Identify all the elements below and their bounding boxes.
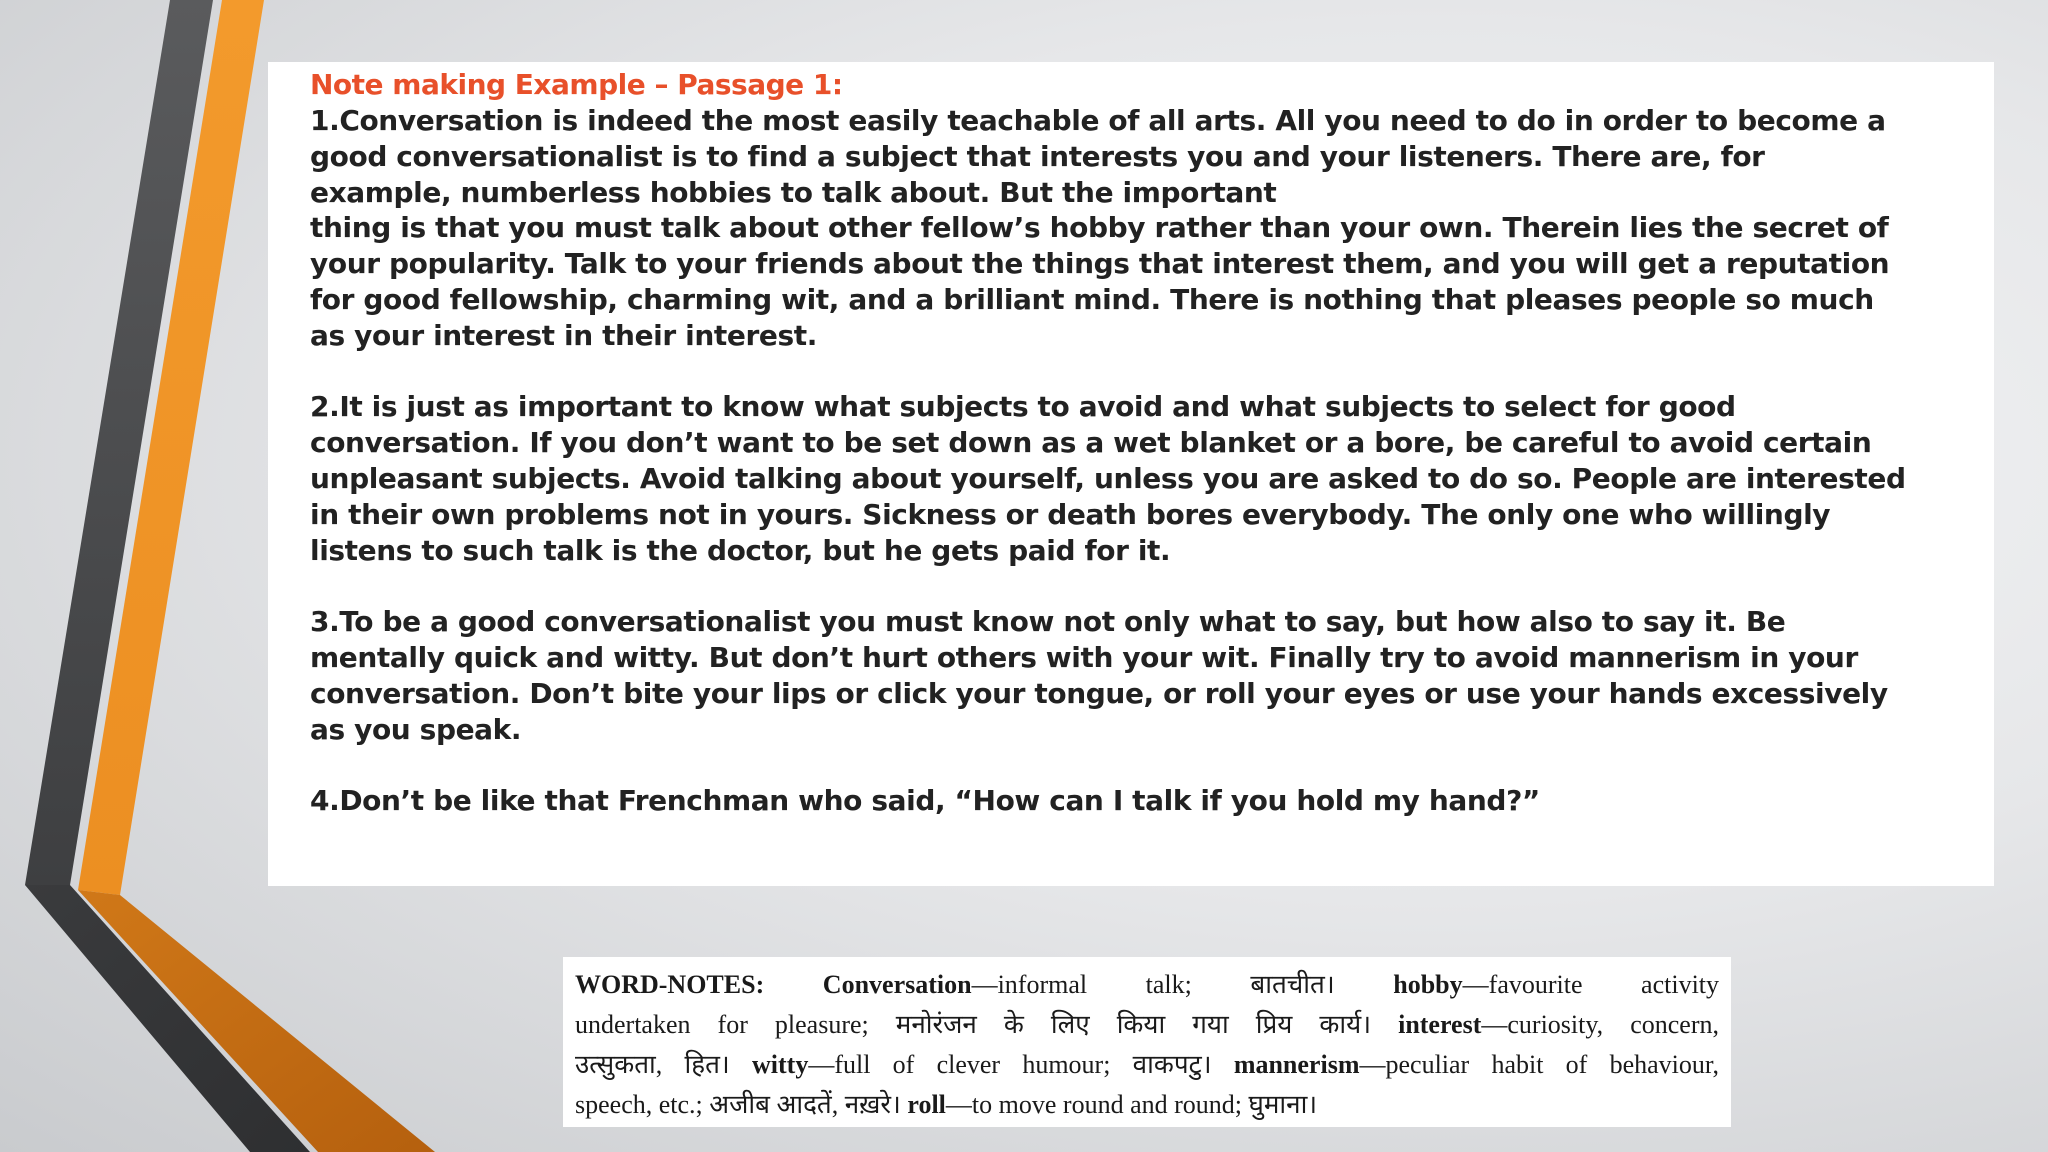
passage-heading: Note making Example – Passage 1: — [310, 68, 843, 101]
paragraph-line: 1.Conversation is indeed the most easily teachable of all arts. All you need to do in order to become a — [310, 104, 1886, 137]
paragraph-spacer — [310, 747, 1994, 783]
word-notes-line — [575, 965, 1719, 1005]
paragraph-line: in their own problems not in yours. Sickness or death bores everybody. The only one who willingly — [310, 497, 1831, 531]
paragraph-spacer — [310, 354, 1994, 390]
paragraph-line: your popularity. Talk to your friends about the things that interest them, and you will get a reputation — [310, 247, 1890, 281]
paragraph-line: for good fellowship, charming wit, and a brilliant mind. There is nothing that pleases people so much — [310, 282, 1874, 316]
word-notes-line — [575, 1005, 1719, 1045]
paragraph-line: listens to such talk is the doctor, but he gets paid for it. — [310, 533, 1171, 567]
definition: —curiosity, concern, — [1481, 1010, 1719, 1039]
paragraph-line: 4.Don’t be like that Frenchman who said, “How can I talk if you hold my hand?” — [310, 784, 1540, 818]
definition: —full of clever humour; वाकपटु। — [808, 1050, 1212, 1079]
paragraph-line: example, numberless hobbies to talk about. But the important — [310, 175, 1277, 209]
definition: —favourite activity — [1462, 970, 1720, 999]
term-mannerism: mannerism — [1233, 1050, 1360, 1079]
paragraph-line: conversation. Don’t bite your lips or click your tongue, or roll your eyes or use your hands excessively — [310, 676, 1888, 710]
definition: उत्सुकता, हित। — [575, 1050, 730, 1079]
paragraph-line: unpleasant subjects. Avoid talking about yourself, unless you are asked to do so. People are interested — [310, 461, 1906, 495]
paragraph-line: as you speak. — [310, 712, 522, 746]
word-notes-line — [575, 1045, 1719, 1085]
definition: —peculiar habit of behaviour, — [1359, 1050, 1720, 1079]
term-hobby: hobby — [1393, 970, 1463, 999]
definition: —informal talk; बातचीत। — [971, 970, 1335, 999]
definition: speech, etc.; अजीब आदतें, नख़रे। — [575, 1090, 901, 1119]
paragraph-line: as your interest in their interest. — [310, 318, 817, 352]
paragraph-3 — [310, 604, 1994, 747]
paragraph-line: 3.To be a good conversationalist you must know not only what to say, but how also to say it. Be — [310, 605, 1786, 639]
word-notes-line — [575, 1085, 1719, 1125]
definition: undertaken for pleasure; मनोरंजन के लिए किया गया प्रिय कार्य। — [575, 1010, 1372, 1039]
paragraph-line: mentally quick and witty. But don’t hurt others with your wit. Finally try to avoid mannerism in your — [310, 640, 1858, 674]
paragraph-line: 2.It is just as important to know what subjects to avoid and what subjects to select for good — [310, 390, 1736, 424]
definition: —to move round and round; घुमाना। — [945, 1090, 1318, 1119]
paragraph-spacer — [310, 568, 1994, 604]
paragraph-1 — [310, 103, 1994, 354]
paragraph-2 — [310, 389, 1994, 568]
term-interest: interest — [1398, 1010, 1482, 1039]
paragraph-line: conversation. If you don’t want to be set down as a wet blanket or a bore, be careful to avoid certain — [310, 426, 1872, 460]
term-roll: roll — [907, 1090, 946, 1119]
paragraph-4 — [310, 783, 1994, 819]
term-conversation: Conversation — [822, 970, 972, 999]
term-witty: witty — [752, 1050, 809, 1079]
word-notes-label: WORD-NOTES: — [575, 970, 765, 999]
paragraph-line: good conversationalist is to find a subject that interests you and your listeners. There are, for — [310, 139, 1765, 173]
paragraph-line: thing is that you must talk about other fellow’s hobby rather than your own. Therein lies the secret of — [310, 211, 1889, 245]
word-notes-box — [563, 957, 1731, 1127]
passage-panel — [268, 62, 1994, 886]
